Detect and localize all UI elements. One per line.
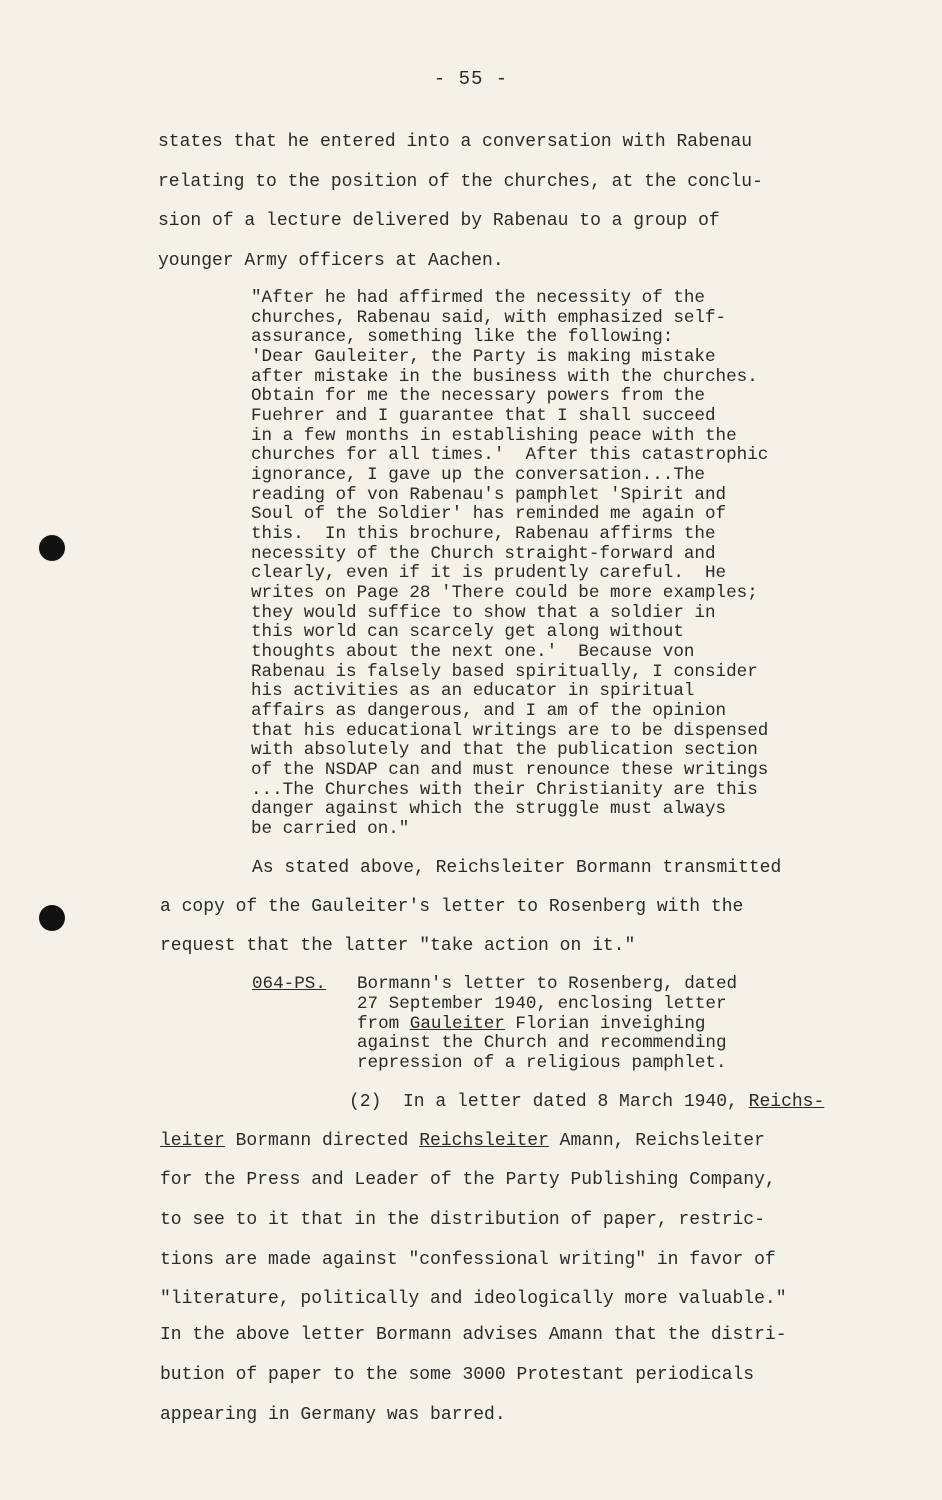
intro-line: relating to the position of the churches, at the conclu- [158, 172, 763, 192]
transmit-line: a copy of the Gauleiter's letter to Rosenberg with the [160, 897, 744, 917]
quote-line: in a few months in establishing peace with the [251, 425, 737, 446]
quote-line: 'Dear Gauleiter, the Party is making mistake [251, 347, 716, 368]
quote-line: Fuehrer and I guarantee that I shall succeed [251, 406, 716, 427]
paragraph-line: tions are made against "confessional writing" in favor of [160, 1250, 776, 1270]
intro-line: sion of a lecture delivered by Rabenau to a group of [158, 211, 720, 231]
quote-line: thoughts about the next one.' Because von [251, 642, 695, 663]
paragraph-line: leiter Bormann directed Reichsleiter Amann, Reichsleiter [160, 1131, 765, 1151]
transmit-line: As stated above, Reichsleiter Bormann transmitted [252, 858, 782, 878]
quote-line: clearly, even if it is prudently careful. He [251, 563, 727, 584]
quote-line: churches for all times.' After this catastrophic [251, 445, 769, 466]
citation-text [357, 975, 737, 1074]
quote-line: ...The Churches with their Christianity are this [251, 779, 758, 800]
quote-line: Obtain for me the necessary powers from the [251, 386, 705, 407]
paragraph-line: In the above letter Bormann advises Amann that the distri- [160, 1325, 787, 1345]
quote-line: this world can scarcely get along without [251, 622, 684, 643]
paragraph-line: appearing in Germany was barred. [160, 1405, 506, 1425]
quote-line: danger against which the struggle must always [251, 799, 727, 820]
paragraph-line: bution of paper to the some 3000 Protestant periodicals [160, 1365, 755, 1385]
transmit-line: request that the latter "take action on it." [160, 936, 636, 956]
quote-line: they would suffice to show that a soldier in [251, 602, 716, 623]
quote-line: be carried on." [251, 819, 410, 840]
quote-line: after mistake in the business with the churches. [251, 366, 758, 387]
quote-line: affairs as dangerous, and I am of the opinion [251, 701, 727, 722]
block-quote [251, 289, 768, 840]
quote-line: necessity of the Church straight-forward and [251, 543, 716, 564]
quote-line: this. In this brochure, Rabenau affirms the [251, 524, 716, 545]
citation-line: repression of a religious pamphlet. [357, 1053, 727, 1074]
paragraph-line: for the Press and Leader of the Party Publishing Company, [160, 1170, 776, 1190]
quote-line: his activities as an educator in spiritual [251, 681, 695, 702]
page-number: - 55 - [433, 68, 509, 90]
quote-line: that his educational writings are to be dispensed [251, 720, 769, 741]
quote-line: of the NSDAP can and must renounce these writings [251, 760, 769, 781]
punch-hole [39, 905, 65, 931]
quote-line: assurance, something like the following: [251, 327, 674, 348]
citation-line: from Gauleiter Florian inveighing [357, 1013, 706, 1034]
quote-line: writes on Page 28 'There could be more examples; [251, 583, 758, 604]
intro-line: younger Army officers at Aachen. [158, 251, 504, 271]
paragraph-line: to see to it that in the distribution of paper, restric- [160, 1210, 765, 1230]
quote-line: "After he had affirmed the necessity of the [251, 288, 705, 308]
punch-hole [39, 535, 65, 561]
quote-line: with absolutely and that the publication section [251, 740, 758, 761]
citation-line: Bormann's letter to Rosenberg, dated [357, 974, 738, 994]
quote-line: reading of von Rabenau's pamphlet 'Spirit and [251, 484, 727, 505]
citation-line: 27 September 1940, enclosing letter [357, 993, 727, 1014]
quote-line: Rabenau is falsely based spiritually, I consider [251, 661, 758, 682]
quote-line: ignorance, I gave up the conversation...The [251, 465, 705, 486]
quote-line: churches, Rabenau said, with emphasized self- [251, 307, 727, 328]
paragraph-line: "literature, politically and ideologically more valuable." [160, 1289, 787, 1309]
paragraph-line: (2) In a letter dated 8 March 1940, Reichs- [349, 1092, 825, 1112]
document-reference: 064-PS. [252, 974, 326, 994]
intro-line: states that he entered into a conversation with Rabenau [158, 132, 753, 152]
citation-line: against the Church and recommending [357, 1033, 727, 1054]
quote-line: Soul of the Soldier' has reminded me again of [251, 504, 727, 525]
